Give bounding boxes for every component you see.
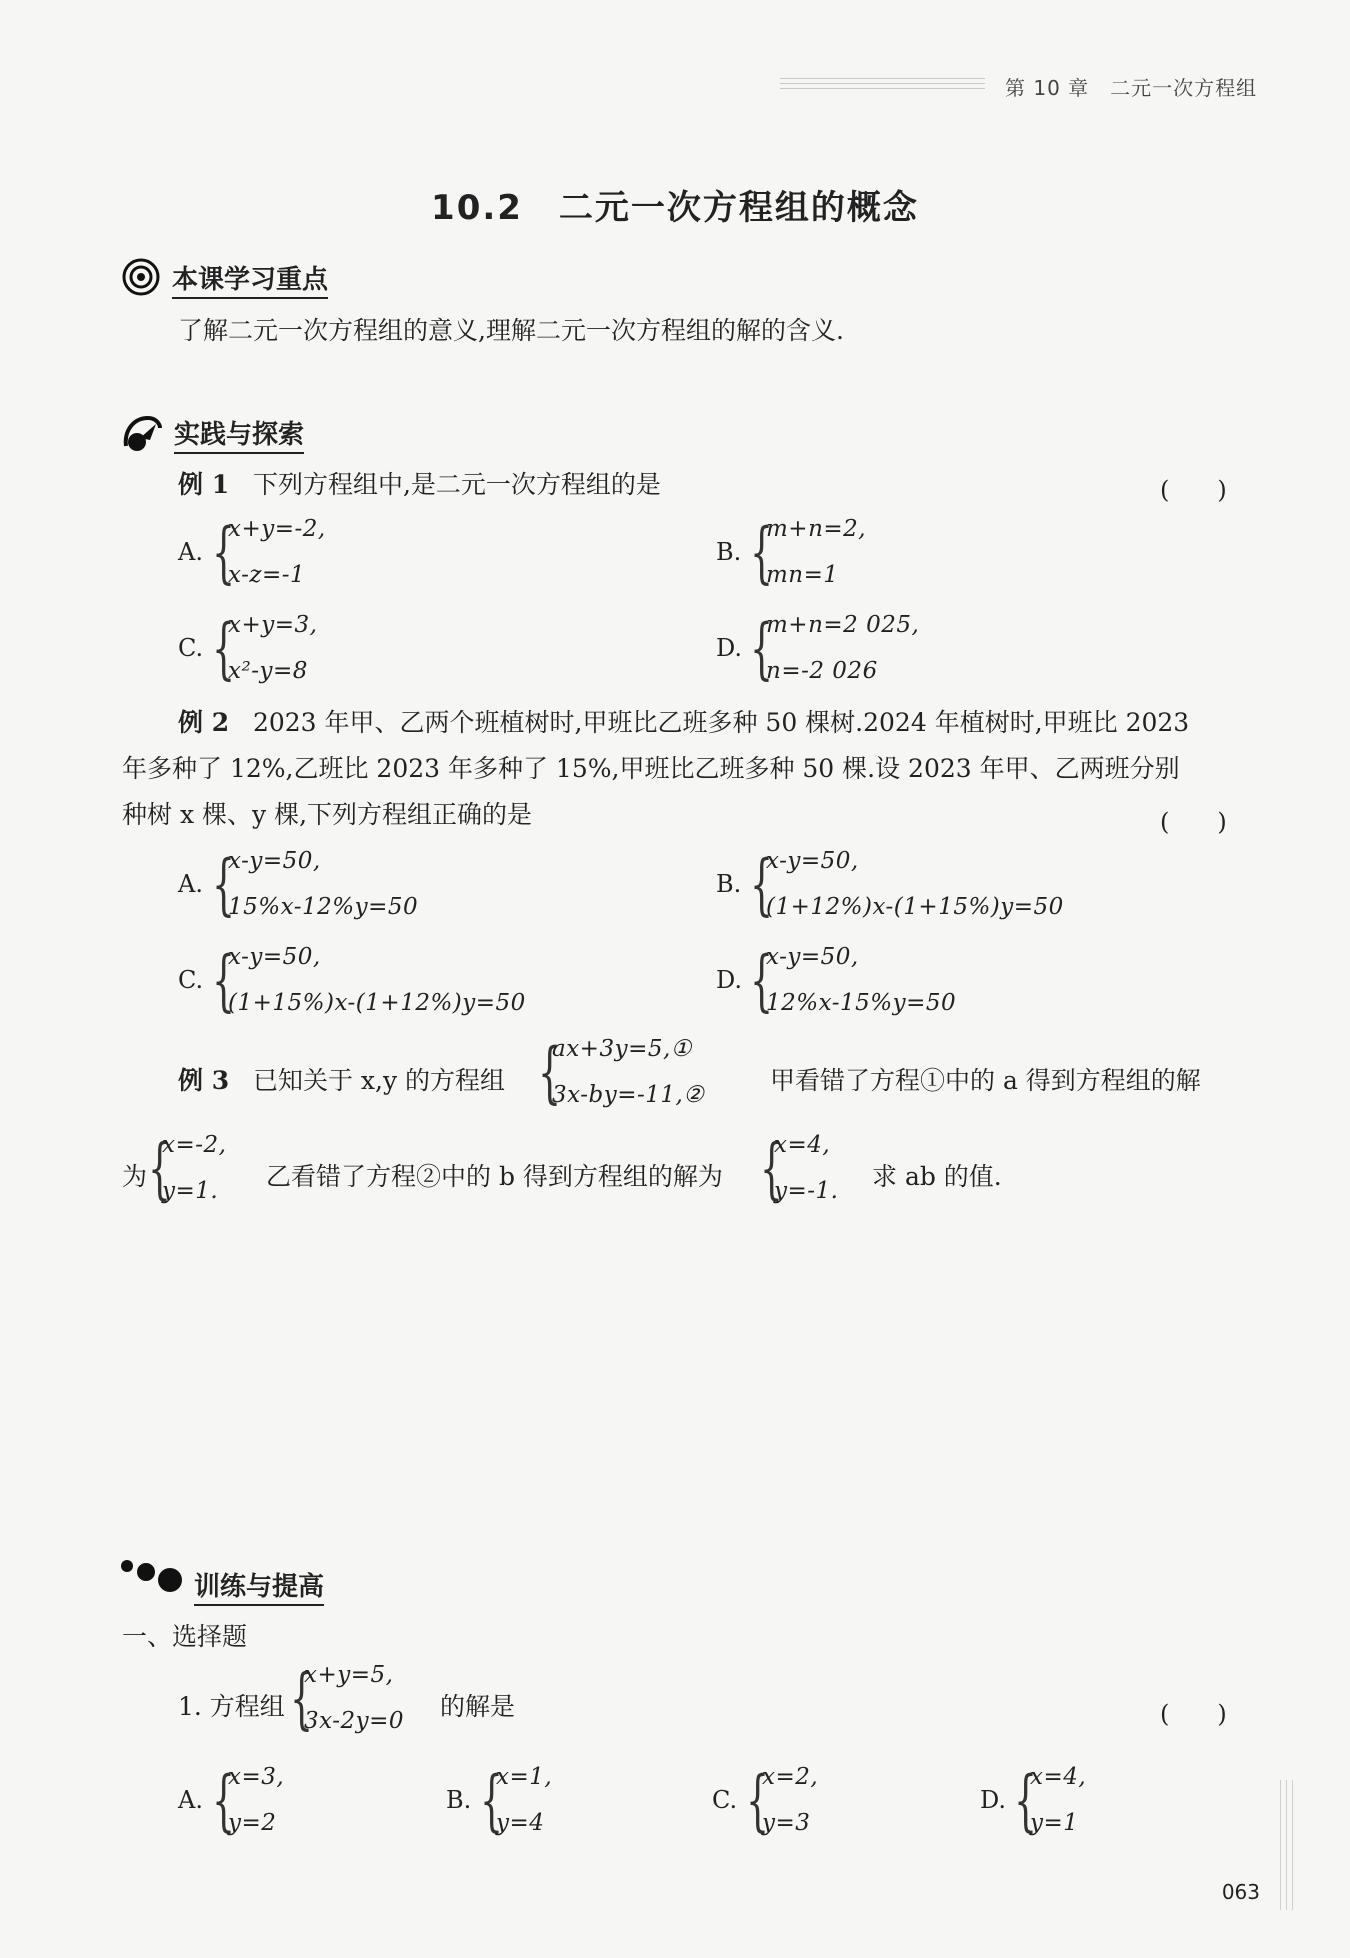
ex3-label: 例 3 <box>178 1066 230 1095</box>
q1-option-d-eq1: x=4, <box>1030 1764 1087 1790</box>
q1-answer-blank: ( ) <box>1160 1700 1227 1728</box>
ex3-line2-post: 求 ab 的值. <box>872 1162 1002 1191</box>
ex2-line1 <box>178 700 1189 746</box>
ex1-option-a-eq1: x+y=-2, <box>228 516 326 542</box>
q1-option-c-letter: C. <box>712 1786 738 1814</box>
ex1-answer-blank: ( ) <box>1160 476 1227 504</box>
ex3-sol2-eq2: y=-1. <box>774 1178 839 1204</box>
q1-option-a-eq2: y=2 <box>228 1810 277 1836</box>
ex3-line2-pre: 为 <box>122 1162 148 1191</box>
ex3-line1-pre <box>178 1058 505 1104</box>
ex2-option-c-letter: C. <box>178 966 204 994</box>
ex2-option-b-letter: B. <box>716 870 742 898</box>
q1-option-a-letter: A. <box>178 1786 203 1814</box>
ex2-option-c-eq2: (1+15%)x-(1+12%)y=50 <box>228 990 526 1016</box>
q1-option-c-eq2: y=3 <box>762 1810 811 1836</box>
ex2-option-c-eq1: x-y=50, <box>228 944 321 970</box>
ex1-option-c-eq1: x+y=3, <box>228 612 318 638</box>
ex1-option-b-brace: { <box>750 514 774 591</box>
q1-option-d-letter: D. <box>980 1786 1007 1814</box>
target-icon <box>122 258 160 296</box>
q1-post: 的解是 <box>440 1692 516 1721</box>
ex1-option-d-eq2: n=-2 026 <box>766 658 878 684</box>
section-practice-title: 实践与探索 <box>174 414 304 451</box>
ex1-option-a-letter: A. <box>178 538 203 566</box>
ex3-sol1-brace: { <box>148 1130 172 1207</box>
ex1-option-a-brace: { <box>212 514 236 591</box>
q1-label: 1. 方程组 <box>178 1692 285 1721</box>
ex3-system-eq1: ax+3y=5,① <box>552 1036 692 1062</box>
ex2-option-a-eq2: 15%x-12%y=50 <box>228 894 419 920</box>
header-rule <box>780 78 985 98</box>
section-focus-title: 本课学习重点 <box>172 259 328 296</box>
page-number: 063 <box>1221 1880 1260 1904</box>
ex3-sol2-brace: { <box>760 1130 784 1207</box>
q1-system-eq2: 3x-2y=0 <box>304 1708 405 1734</box>
ex2-option-b-brace: { <box>750 846 774 923</box>
q1-option-d-brace: { <box>1014 1762 1038 1839</box>
q1-option-b-eq1: x=1, <box>496 1764 553 1790</box>
page-title: 10.2 二元一次方程组的概念 <box>431 188 919 228</box>
ex2-text-1: 2023 年甲、乙两个班植树时,甲班比乙班多种 50 棵树.2024 年植树时,甲班比 2023 <box>252 708 1190 737</box>
q1-option-a-eq1: x=3, <box>228 1764 285 1790</box>
chapter-header: 第 10 章 二元一次方程组 <box>1005 76 1258 100</box>
ex3-line2-mid: 乙看错了方程②中的 b 得到方程组的解为 <box>266 1162 723 1191</box>
ex2-label: 例 2 <box>178 708 230 737</box>
focus-text: 了解二元一次方程组的意义,理解二元一次方程组的解的含义. <box>178 316 844 345</box>
q1-option-a-brace: { <box>212 1762 236 1839</box>
ex3-system-brace: { <box>538 1034 562 1111</box>
ex3-sol1-eq2: y=1. <box>162 1178 219 1204</box>
ex2-option-a-brace: { <box>212 846 236 923</box>
ex1-option-d-brace: { <box>750 610 774 687</box>
ex1-option-d-eq1: m+n=2 025, <box>766 612 920 638</box>
margin-decoration <box>1280 1780 1300 1910</box>
ex3-sol1-eq1: x=-2, <box>162 1132 227 1158</box>
ex2-option-b-eq1: x-y=50, <box>766 848 859 874</box>
ex2-option-b-eq2: (1+12%)x-(1+15%)y=50 <box>766 894 1064 920</box>
ex2-option-a-eq1: x-y=50, <box>228 848 321 874</box>
q1-option-d-eq2: y=1 <box>1030 1810 1079 1836</box>
q1-system-eq1: x+y=5, <box>304 1662 394 1688</box>
ex1-option-b-eq1: m+n=2, <box>766 516 867 542</box>
ex2-answer-blank: ( ) <box>1160 808 1227 836</box>
ex2-option-c-brace: { <box>212 942 236 1019</box>
ex1-option-d-letter: D. <box>716 634 743 662</box>
q1-option-c-eq1: x=2, <box>762 1764 819 1790</box>
q1-system-brace: { <box>290 1660 314 1737</box>
q1-option-c-brace: { <box>746 1762 770 1839</box>
ex2-option-a-letter: A. <box>178 870 203 898</box>
section-training-title: 训练与提高 <box>194 1566 324 1603</box>
ex2-option-d-letter: D. <box>716 966 743 994</box>
compass-icon <box>120 412 162 454</box>
ex1-question <box>178 462 661 508</box>
ex3-line1-post: 甲看错了方程①中的 a 得到方程组的解 <box>770 1066 1201 1095</box>
ex1-option-c-letter: C. <box>178 634 204 662</box>
ex1-option-b-eq2: mn=1 <box>766 562 839 588</box>
q1-option-b-letter: B. <box>446 1786 472 1814</box>
ex3-system-eq2: 3x-by=-11,② <box>552 1082 705 1108</box>
part1-title: 一、选择题 <box>122 1622 248 1651</box>
ex2-line3: 种树 x 棵、y 棵,下列方程组正确的是 <box>122 800 533 829</box>
ex2-option-d-brace: { <box>750 942 774 1019</box>
ex1-option-a-eq2: x-z=-1 <box>228 562 306 588</box>
ex1-option-c-brace: { <box>212 610 236 687</box>
q1-option-b-eq2: y=4 <box>496 1810 545 1836</box>
ex1-label: 例 1 <box>178 470 230 499</box>
q1-option-b-brace: { <box>480 1762 504 1839</box>
ex2-option-d-eq1: x-y=50, <box>766 944 859 970</box>
ex1-option-b-letter: B. <box>716 538 742 566</box>
ex1-text: 下列方程组中,是二元一次方程组的是 <box>252 470 661 499</box>
ex3-pre: 已知关于 x,y 的方程组 <box>252 1066 506 1095</box>
ex2-line2: 年多种了 12%,乙班比 2023 年多种了 15%,甲班比乙班多种 50 棵.设 2023 年甲、乙两班分别 <box>122 754 1180 783</box>
dots-icon <box>120 1556 186 1596</box>
ex1-option-c-eq2: x²-y=8 <box>228 658 308 684</box>
ex2-option-d-eq2: 12%x-15%y=50 <box>766 990 957 1016</box>
ex3-sol2-eq1: x=4, <box>774 1132 831 1158</box>
